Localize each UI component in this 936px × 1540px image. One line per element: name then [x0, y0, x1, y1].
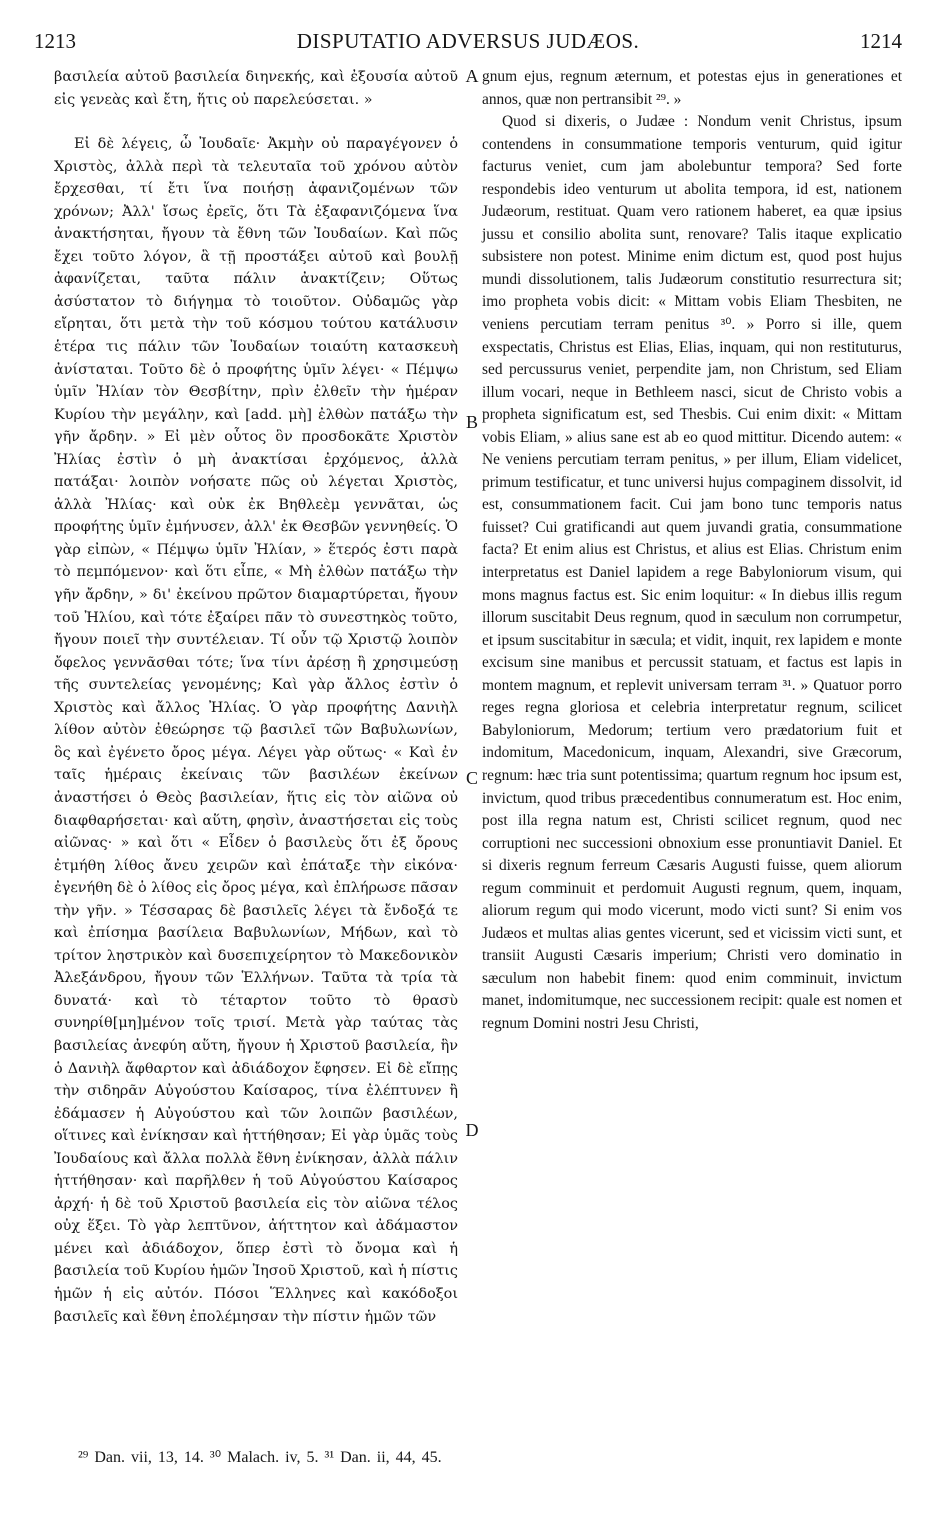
page-number-right: 1214 [860, 29, 902, 53]
greek-column [54, 66, 458, 1328]
margin-letter-d: D [465, 1120, 479, 1140]
footnotes: ²⁹ Dan. vii, 13, 14. ³⁰ Malach. iv, 5. ³¹ Dan. ii, 44, 45. [78, 1449, 442, 1466]
margin-letter-c: C [465, 768, 478, 788]
greek-paragraph-2: Εἰ δὲ λέγεις, ὦ Ἰουδαῖε· Ἀκμὴν οὐ παραγέγονεν ὁ Χριστὸς, ἀλλὰ περὶ τὰ τελευταῖα τοῦ χρόνου αὐτὸν ἔρχεσθαι, τί ἔτι ἵνα ποιήσῃ ἀφανιζομένων τῶν χρόνων; Ἀλλ' ἴσως ἐρεῖς, ὅτι Τὰ ἐξαφανιζόμενα ἵνα ἀνακτήσηται, ἤγουν τὰ ἔθνη τῶν Ἰουδαίων. Καὶ πῶς ἔχει τοῦτο λόγον, ἃ τῇ προστάξει αὐτοῦ καὶ βουλῇ ἀφανίζεται, ταῦτα πάλιν ἀνακτίζειν; Οὕτως ἀσύστατον τὸ διήγημα τὸ τοιοῦτον. Οὐδαμῶς γὰρ εἴρηται, ὅτι μετὰ τὴν τοῦ κόσμου τούτου κατάλυσιν ἑτέρα τις πάλιν τῶν Ἰουδαίων τοιαύτη κατασκευὴ ἀνίσταται. Τοῦτο δὲ ὁ προφήτης ὑμῖν λέγει· « Πέμψω ὑμῖν Ἠλίαν τὸν Θεσβίτην, πρὶν ἐλθεῖν τὴν ἡμέραν Κυρίου τὴν μεγάλην, καὶ [add. μὴ] ἐλθὼν πατάξω τὴν γῆν ἄρδην. » Εἰ μὲν οὗτος ὃν προσδοκᾶτε Χριστὸν Ἠλίας ἐστὶν ὁ μὴ ἀνακτίσαι ἐρχόμενος, ἀλλὰ πατάξαι· λοιπὸν νοήσατε πῶς οὐ λέγεται Χριστὸς, ἀλλὰ Ἠλίας· καὶ οὐκ ἐκ Βηθλεὲμ γεννᾶται, ὡς προφήτης ὑμῖν ἐμήνυσεν, ἀλλ' ἐκ Θεσβῶν γεννηθείς. Ὁ γὰρ εἰπὼν, « Πέμψω ὑμῖν Ἠλίαν, » ἕτερός ἐστι παρὰ τὸ πεμπόμενον· καὶ ὅτι εἶπε, « Μὴ ἐλθὼν πατάξω τὴν γῆν ἄρδην, » δι' ἐκείνου πρῶτον διαμαρτύρεται, ἤγουν τοῦ Ἠλίου, καὶ τότε ἐξαίρει πᾶν τὸ συνεστηκὸς τοῦτο, ἤγουν ποιεῖ τὴν συντέλειαν. Τί οὖν τῷ Χριστῷ λοιπὸν ὄφελος γεννᾶσθαι τότε; ἵνα τίνι ἀρέσῃ ἢ χρησιμεύσῃ τῆς συντελείας γενομένης; Καὶ γὰρ ἄλλος ἐστὶν ὁ Χριστὸς καὶ ἄλλος Ἠλίας. Ὁ γὰρ προφήτης Δανιὴλ λίθον αὐτὸν ἐθεώρησε τῷ βασιλεῖ τῶν Βαβυλωνίων, ὃς καὶ ἐγένετο ὄρος μέγα. Λέγει γὰρ οὕτως· « Καὶ ἐν ταῖς ἡμέραις ἐκείναις τῶν βασιλέων ἐκείνων ἀναστήσει ὁ Θεὸς βασιλείαν, ἥτις εἰς τὸν αἰῶνα οὐ διαφθαρήσεται· καὶ αὕτη, φησὶν, ἀναστήσεται εἰς τοὺς αἰῶνας· » καὶ ὅτι « Εἶδεν ὁ βασιλεὺς ὅτι ἐξ ὄρους ἐτμήθη λίθος ἄνευ χειρῶν καὶ ἐπάταξε τὴν εἰκόνα· ἐγενήθη δὲ ὁ λίθος εἰς ὄρος μέγα, καὶ ἐπλήρωσε πᾶσαν τὴν γῆν. » Τέσσαρας δὲ βασιλεῖς λέγει τὰ ἔνδοξά τε καὶ ἐπίσημα βασίλεια Βαβυλωνίων, Μήδων, καὶ τὸ τρίτον ληστρικὸν καὶ δυσεπιχείρητον τὸ Μακεδονικὸν Ἀλεξάνδρου, ἤγουν τῶν Ἑλλήνων. Ταῦτα τὰ τρία τὰ δυνατά· καὶ τὸ τέταρτον τοῦτο τὸ θρασὺ συνηρίθ[μη]μένον τοῖς τρισί. Μετὰ γὰρ ταύτας τὰς βασιλείας ἀνεφύη αὕτη, ἤγουν ἡ Χριστοῦ βασιλεία, ἣν ὁ Δανιὴλ ἄφθαρτον καὶ ἀδιάδοχον ἔφησεν. Εἰ δὲ εἴπῃς τὴν σιδηρᾶν Αὐγούστου Καίσαρος, τίνα ἐλέπτυνεν ἢ ἐδάμασεν ἡ Αὐγούστου καὶ τῶν λοιπῶν βασιλέων, οἵτινες καὶ ἐνίκησαν καὶ ἡττήθησαν; Εἰ γὰρ ὑμᾶς τοὺς Ἰουδαίους καὶ ἄλλα πολλὰ ἔθνη ἐνίκησαν, ἀλλὰ πάλιν ἡττήθησαν· καὶ παρῆλθεν ἡ τοῦ Αὐγούστου Καίσαρος ἀρχή· ἡ δὲ τοῦ Χριστοῦ βασιλεία εἰς τὸν αἰῶνα τέλος οὐχ ἕξει. Τὸ γὰρ λεπτῦνον, ἀήττητον καὶ ἀδάμαστον μένει καὶ ἀδιάδοχον, ὅπερ ἐστὶ τὸ ὄνομα καὶ ἡ βασιλεία τοῦ Κυρίου ἡμῶν Ἰησοῦ Χριστοῦ, καὶ ἡ πίστις ἡμῶν ἡ εἰς αὐτόν. Πόσοι Ἕλληνες καὶ κακόδοξοι βασιλεῖς καὶ ἔθνη ἐπολέμησαν τὴν πίστιν ἡμῶν τῶν [54, 136, 458, 1325]
page-title: DISPUTATIO ADVERSUS JUDÆOS. [296, 29, 640, 53]
latin-paragraph-1: gnum ejus, regnum æternum, et potestas ejus in generationes et annos, quæ non pertransibit ²⁹. » [482, 68, 902, 108]
page-header [34, 26, 902, 56]
latin-column [482, 66, 902, 1036]
margin-letter-b: B [465, 412, 478, 432]
margin-letter-a: A [465, 66, 479, 86]
latin-paragraph-2: Quod si dixeris, o Judæe : Nondum venit Christus, ipsum contendens in consummatione temporis venturum, quid igitur facturus veniet, cum jam abolebuntur tempora? Sed forte respondebis ideo venturum ut abolita tempora, id est, nationem Judæorum, restituat. Quam vero rationem haberet, ea quæ ipsius jussu et consilio abolita sunt, renovare? Talis itaque explicatio subsistere non potest. Minime enim dictum est, quod post hujus mundi dissolutionem, talis Judæorum constitutio resurrectura sit; imo propheta vobis dicit: « Mittam vobis Eliam Thesbiten, ne veniens percutiam terram penitus ³⁰. » Porro si ille, quem exspectatis, Christus est Elias, Elias, inquam, qui non restituturus, sed percussurus veniet, perpendite jam, non Christum, sed Eliam illum vocari, neque in Bethleem nasci, sicut de Christo vobis a propheta significatum est, sed Thesbis. Cui enim dixit: « Mittam vobis Eliam, » alius sane est ab eo quod mittitur. Dicendo autem: « Ne veniens percutiam terram penitus, » per illum, Eliam videlicet, primum testificatur, et tunc universi hujus compaginem dissolvit, id est, consummationem facit. Cui jam bono tunc temporis natus fuisset? Cui gratificandi aut quem juvandi gratia, consummatione facta? Et enim alius est Christus, et alius est Elias. Christum enim interpretatus est Daniel lapidem a rege Babyloniorum visum, qui mons magnus factus est. Sic enim loquitur: « In diebus illis regum illorum suscitabit Deus regnum, quod in sæculum non corrumpetur, et ipsum suscitabitur in sæcula; et vidit, inquit, rex lapidem e monte excisum sine manibus et percussit statuam, et factus est lapis in montem magnum, et replevit universam terram ³¹. » Quatuor porro reges regna gloriosa et celebria interpretatur regnum, scilicet Babyloniorum, Medorum; tertium vero prædatorium fuit et indomitum, Macedonicum, inquam, Alexandri, sive Græcorum, regnum: hæc tria sunt potentissima; quartum regnum hoc ipsum est, invictum, quod tribus præcedentibus connumeratum est. Hoc enim, post illa regna natum est, Christi scilicet regnum, quod nec corruptioni nec successioni obnoxium esse pronuntiavit Daniel. Et si dixeris regnum ferreum Cæsaris Augusti fuisse, quem aliorum regum comminuit et perdomuit Augusti regnum, quem, inquam, aliorum regum qui modo vicerunt, modo victi sunt? Si enim vos Judæos et multas alias gentes vicerunt, sed et vicissim victi sunt, et transiit Augusti Cæsaris imperium; Christi vero dominatio in sæculum non habebit finem: quod enim comminuit, invictum manet, indomitumque, nec successionem recipit: quale est nomen et regnum Domini nostri Jesu Christi, [482, 113, 902, 1032]
greek-paragraph-1: βασιλεία αὐτοῦ βασιλεία διηνεκής, καὶ ἐξουσία αὐτοῦ εἰς γενεὰς καὶ ἔτη, ἥτις οὐ παρελεύσεται. » [54, 69, 458, 108]
page-number-left: 1213 [34, 29, 76, 53]
